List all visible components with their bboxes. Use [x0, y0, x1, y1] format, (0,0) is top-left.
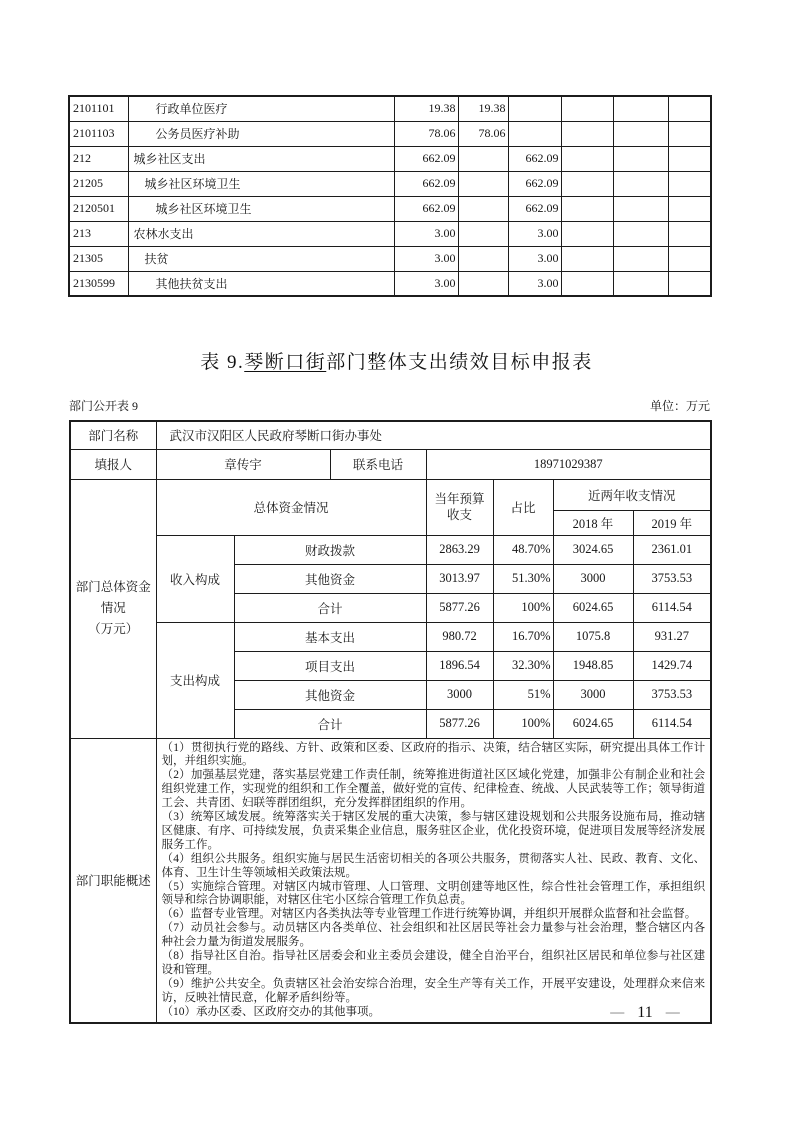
function-item: （7）动员社会参与。动员辖区内各类单位、社会组织和社区居民等社会力量参与社会治理，整合辖区内各种社会力量为街道发展服务。 [161, 922, 706, 949]
budget-amount: 3.00 [394, 271, 458, 296]
expense-budget: 1896.54 [426, 651, 493, 680]
budget-amount [458, 221, 508, 246]
budget-amount: 3.00 [508, 271, 561, 296]
budget-amount: 19.38 [458, 96, 508, 121]
budget-code: 2101103 [69, 121, 128, 146]
budget-amount: 662.09 [508, 171, 561, 196]
budget-item-name: 城乡社区环境卫生 [128, 196, 394, 221]
budget-amount-empty [561, 146, 613, 171]
budget-item-name: 扶贫 [128, 246, 394, 271]
budget-amount-empty [561, 246, 613, 271]
budget-row [69, 171, 711, 196]
ratio-header: 占比 [493, 479, 553, 535]
income-2018: 3000 [553, 564, 633, 593]
expense-item-name: 项目支出 [234, 651, 426, 680]
income-2018: 3024.65 [553, 535, 633, 564]
table-note-row [69, 397, 710, 414]
budget-amount [458, 146, 508, 171]
functions-label: 部门职能概述 [70, 738, 156, 1023]
budget-item-name: 城乡社区环境卫生 [128, 171, 394, 196]
page-number [585, 1004, 705, 1022]
income-2019: 3753.53 [633, 564, 711, 593]
expense-2018: 1075.8 [553, 622, 633, 651]
budget-amount: 662.09 [508, 146, 561, 171]
budget-code: 2101101 [69, 96, 128, 121]
dept-name-row [70, 421, 711, 449]
section-title [0, 347, 793, 374]
filler-row [70, 449, 711, 479]
budget-row [69, 96, 711, 121]
budget-amount-empty [613, 171, 668, 196]
functions-row [70, 738, 711, 1023]
budget-amount-empty [668, 121, 711, 146]
income-budget: 5877.26 [426, 593, 493, 622]
expense-item-name: 基本支出 [234, 622, 426, 651]
overview-table [69, 420, 712, 1024]
budget-amount: 662.09 [394, 171, 458, 196]
budget-row [69, 271, 711, 296]
budget-amount: 3.00 [508, 246, 561, 271]
expense-2019: 3753.53 [633, 680, 711, 709]
function-item: （1）贯彻执行党的路线、方针、政策和区委、区政府的指示、决策，结合辖区实际，研究提出具体工作计划，并组织实施。 [161, 741, 706, 768]
function-item: （9）维护公共安全。负责辖区社会治安综合治理，安全生产等有关工作，开展平安建设，处理群众来信来访，反映社情民意，化解矛盾纠纷等。 [161, 977, 706, 1004]
function-item: （3）统筹区域发展。统筹落实关于辖区发展的重大决策，参与辖区建设规划和公共服务设施布局，推动辖区健康、有序、可持续发展，负责采集企业信息，服务驻区企业，优化投资环境，促进项目发展等经济发展服务工作。 [161, 811, 706, 851]
budget-header: 当年预算收支 [426, 479, 493, 535]
budget-amount [458, 171, 508, 196]
budget-amount-empty [613, 221, 668, 246]
budget-amount-empty [668, 221, 711, 246]
function-item: （4）组织公共服务。组织实施与居民生活密切相关的各项公共服务，贯彻落实人社、民政、教育、文化、体育、卫生计生等领域相关政策法规。 [161, 852, 706, 879]
budget-amount: 19.38 [394, 96, 458, 121]
budget-amount: 3.00 [394, 221, 458, 246]
fund-header-row [70, 479, 711, 510]
title-street-name: 琴断口街 [244, 352, 327, 373]
budget-item-name: 城乡社区支出 [128, 146, 394, 171]
budget-amount-empty [561, 171, 613, 196]
income-2019: 2361.01 [633, 535, 711, 564]
budget-amount [508, 121, 561, 146]
functions-text [156, 738, 711, 1023]
page-number-dash: — [610, 1005, 625, 1020]
budget-amount: 662.09 [394, 146, 458, 171]
budget-amount-empty [668, 146, 711, 171]
year-2018-header: 2018 年 [553, 510, 633, 535]
budget-code: 213 [69, 221, 128, 246]
income-item-name: 财政拨款 [234, 535, 426, 564]
budget-amount-empty [613, 246, 668, 271]
budget-amount-empty [613, 196, 668, 221]
public-table-note: 部门公开表 9 [69, 399, 139, 413]
income-2018: 6024.65 [553, 593, 633, 622]
title-prefix: 表 9. [200, 352, 245, 373]
budget-amount-empty [561, 271, 613, 296]
recent-years-header: 近两年收支情况 [553, 479, 711, 510]
page-number-dash: — [665, 1005, 680, 1020]
expense-item-name: 合计 [234, 709, 426, 738]
budget-amount: 3.00 [394, 246, 458, 271]
expense-budget: 980.72 [426, 622, 493, 651]
budget-amount-empty [668, 196, 711, 221]
fund-overview-label [70, 479, 156, 738]
income-group-label: 收入构成 [156, 535, 234, 622]
expense-ratio: 100% [493, 709, 553, 738]
budget-amount: 662.09 [394, 196, 458, 221]
expense-ratio: 32.30% [493, 651, 553, 680]
income-ratio: 100% [493, 593, 553, 622]
budget-amount-empty [668, 246, 711, 271]
phone-label: 联系电话 [330, 449, 426, 479]
expense-2019: 6114.54 [633, 709, 711, 738]
title-suffix: 部门整体支出绩效目标申报表 [326, 352, 593, 373]
function-item: （10）承办区委、区政府交办的其他事项。 [161, 1005, 380, 1018]
filler-name: 章传宇 [156, 449, 330, 479]
budget-code: 21305 [69, 246, 128, 271]
budget-item-name: 农林水支出 [128, 221, 394, 246]
expense-budget: 3000 [426, 680, 493, 709]
budget-amount: 3.00 [508, 221, 561, 246]
income-row [70, 535, 711, 564]
budget-amount [458, 196, 508, 221]
expense-row [70, 622, 711, 651]
budget-amount [458, 246, 508, 271]
page-number-value: 11 [637, 1004, 653, 1021]
dept-name-value: 武汉市汉阳区人民政府琴断口街办事处 [156, 421, 711, 449]
income-budget: 2863.29 [426, 535, 493, 564]
budget-amount: 78.06 [458, 121, 508, 146]
overall-fund-header: 总体资金情况 [156, 479, 426, 535]
budget-code: 212 [69, 146, 128, 171]
budget-amount-empty [561, 196, 613, 221]
budget-amount [508, 96, 561, 121]
budget-amount-empty [668, 271, 711, 296]
budget-amount-empty [613, 121, 668, 146]
function-item: （6）监督专业管理。对辖区内各类执法等专业管理工作进行统筹协调，并组织开展群众监督和社会监督。 [161, 908, 697, 921]
budget-row [69, 121, 711, 146]
budget-row [69, 221, 711, 246]
budget-amount-empty [613, 146, 668, 171]
expense-2019: 931.27 [633, 622, 711, 651]
budget-code: 21205 [69, 171, 128, 196]
income-ratio: 51.30% [493, 564, 553, 593]
expense-ratio: 16.70% [493, 622, 553, 651]
budget-amount-empty [613, 271, 668, 296]
budget-item-name: 公务员医疗补助 [128, 121, 394, 146]
filler-label: 填报人 [70, 449, 156, 479]
expense-item-name: 其他资金 [234, 680, 426, 709]
expense-2018: 6024.65 [553, 709, 633, 738]
expense-2018: 3000 [553, 680, 633, 709]
budget-continuation-table [68, 95, 712, 297]
budget-item-name: 其他扶贫支出 [128, 271, 394, 296]
budget-amount [458, 271, 508, 296]
fund-label-line: 部门总体资金 [75, 580, 151, 594]
budget-item-name: 行政单位医疗 [128, 96, 394, 121]
expense-2018: 1948.85 [553, 651, 633, 680]
budget-code: 2120501 [69, 196, 128, 221]
budget-row [69, 196, 711, 221]
expense-group-label: 支出构成 [156, 622, 234, 738]
budget-amount-empty [613, 96, 668, 121]
dept-name-label: 部门名称 [70, 421, 156, 449]
budget-amount-empty [561, 121, 613, 146]
expense-budget: 5877.26 [426, 709, 493, 738]
year-2019-header: 2019 年 [633, 510, 711, 535]
income-item-name: 合计 [234, 593, 426, 622]
expense-ratio: 51% [493, 680, 553, 709]
income-2019: 6114.54 [633, 593, 711, 622]
budget-row [69, 246, 711, 271]
function-item: （2）加强基层党建，落实基层党建工作责任制，统筹推进街道社区区域化党建，加强非公有制企业和社会组织党建工作，实现党的组织和工作全覆盖，做好党的宣传、纪律检查、统战、人民武装等工作；领导街道工会、共青团、妇联等群团组织，充分发挥群团组织的作用。 [161, 769, 706, 810]
budget-row [69, 146, 711, 171]
function-item: （5）实施综合管理。对辖区内城市管理、人口管理、文明创建等地区性，综合性社会管理工作，承担组织领导和综合协调职能，对辖区住宅小区综合管理工作负总责。 [161, 880, 706, 907]
budget-amount-empty [668, 96, 711, 121]
income-item-name: 其他资金 [234, 564, 426, 593]
income-ratio: 48.70% [493, 535, 553, 564]
budget-amount-empty [668, 171, 711, 196]
budget-amount: 662.09 [508, 196, 561, 221]
phone-number: 18971029387 [426, 449, 711, 479]
budget-code: 2130599 [69, 271, 128, 296]
budget-amount-empty [561, 221, 613, 246]
unit-note: 单位：万元 [649, 399, 710, 413]
fund-label-line: 情况 [100, 601, 126, 615]
expense-2019: 1429.74 [633, 651, 711, 680]
budget-amount-empty [561, 96, 613, 121]
budget-amount: 78.06 [394, 121, 458, 146]
fund-label-line: （万元） [88, 622, 139, 636]
income-budget: 3013.97 [426, 564, 493, 593]
function-item: （8）指导社区自治。指导社区居委会和业主委员会建设，健全自治平台，组织社区居民和单位参与社区建设和管理。 [161, 950, 706, 976]
